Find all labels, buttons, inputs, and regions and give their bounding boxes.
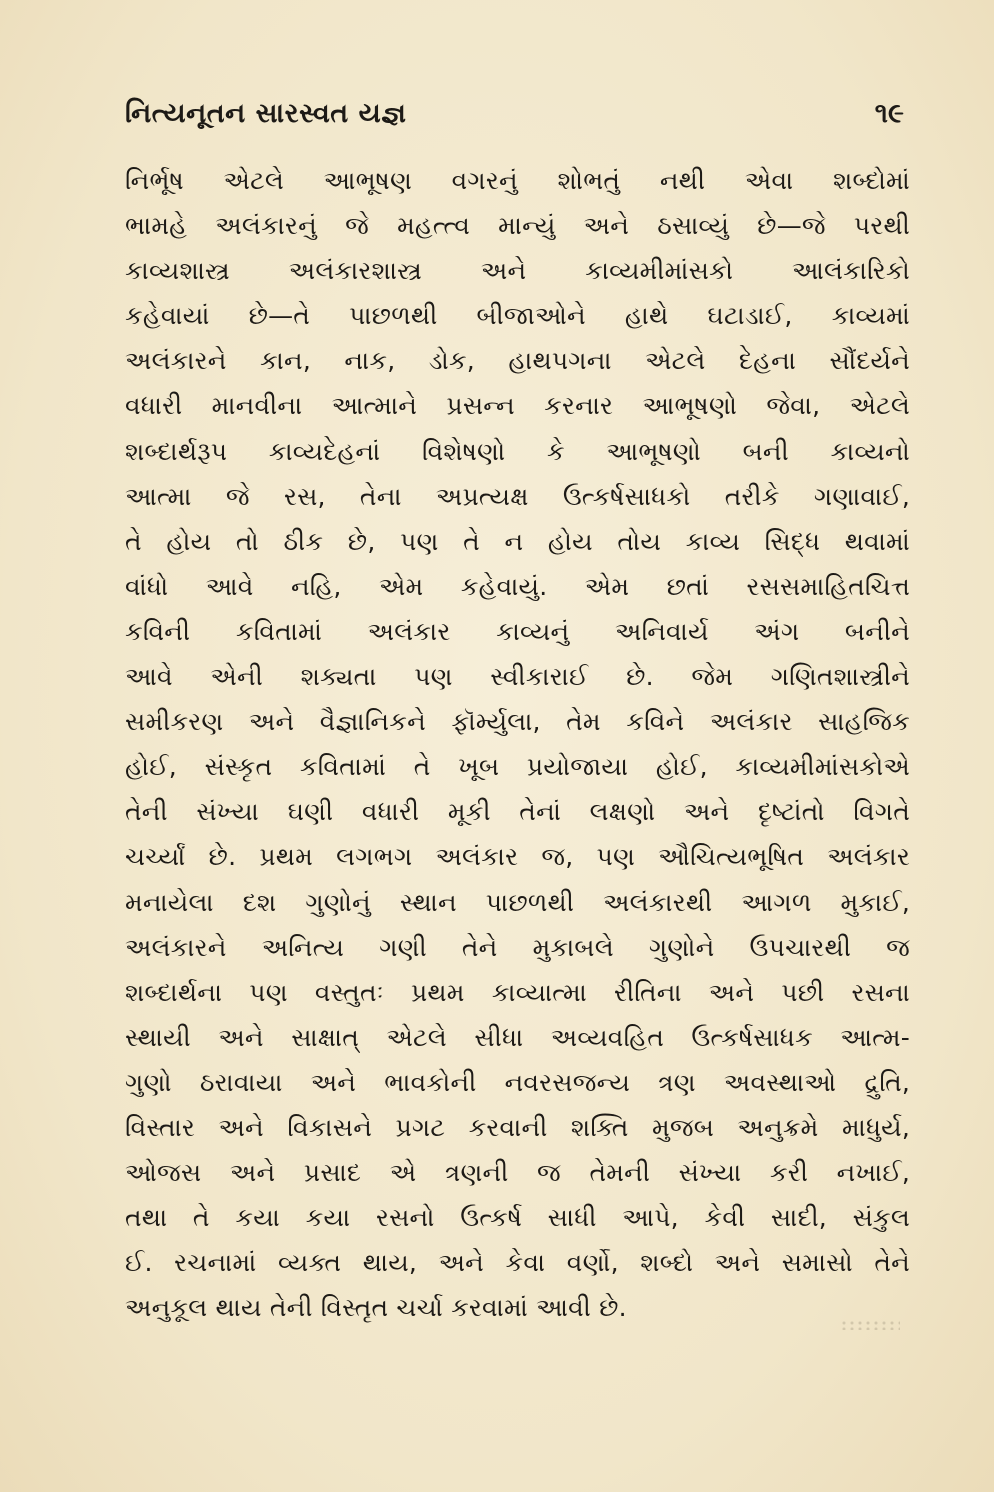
text-line: ભામહે અલંકારનું જે મહત્ત્વ માન્યું અને ઠસાવ્યું છે—જે પરથી	[125, 211, 910, 241]
text-line: કાવ્યશાસ્ત્ર અલંકારશાસ્ત્ર અને કાવ્યમીમાંસકો આલંકારિકો	[125, 256, 910, 286]
text-line: વિસ્તાર અને વિકાસને પ્રગટ કરવાની શક્તિ મુજબ અનુક્રમે માધુર્ય,	[125, 1112, 910, 1142]
text-line: મનાયેલા દશ ગુણોનું સ્થાન પાછળથી અલંકારથી આગળ મુકાઈ,	[125, 887, 910, 917]
page-header	[125, 98, 904, 138]
text-line: ઓજસ અને પ્રસાદ એ ત્રણની જ તેમની સંખ્યા કરી નખાઈ,	[125, 1158, 910, 1188]
text-line: વધારી માનવીના આત્માને પ્રસન્ન કરનાર આભૂષણો જેવા, એટલે	[125, 391, 910, 421]
text-line: અલંકારને અનિત્ય ગણી તેને મુકાબલે ગુણોને ઉપચારથી જ	[125, 932, 910, 962]
text-line: તે હોય તો ઠીક છે, પણ તે ન હોય તોય કાવ્ય સિદ્ધ થવામાં	[125, 526, 910, 556]
text-line: હોઈ, સંસ્કૃત કવિતામાં તે ખૂબ પ્રયોજાયા હોઈ, કાવ્યમીમાંસકોએ	[125, 752, 910, 782]
text-line: શબ્દાર્થરૂપ કાવ્યદેહનાં વિશેષણો કે આભૂષણો બની કાવ્યનો	[125, 436, 910, 466]
paper-speck	[840, 1320, 900, 1330]
text-line: તથા તે કયા કયા રસનો ઉત્કર્ષ સાધી આપે, કેવી સાદી, સંકુલ	[125, 1203, 910, 1233]
text-line: વાંધો આવે નહિ, એમ કહેવાયું. એમ છતાં રસસમાહિતચિત્ત	[125, 571, 910, 601]
text-line: ઈ. રચનામાં વ્યક્ત થાય, અને કેવા વર્ણો, શબ્દો અને સમાસો તેને	[125, 1248, 910, 1278]
text-line: તેની સંખ્યા ઘણી વધારી મૂકી તેનાં લક્ષણો અને દૃષ્ટાંતો વિગતે	[125, 797, 910, 827]
text-line: નિર્ભૂષ એટલે આભૂષણ વગરનું શોભતું નથી એવા શબ્દોમાં	[125, 166, 910, 195]
text-line: અલંકારને કાન, નાક, ડોક, હાથપગના એટલે દેહના સૌંદર્યને	[125, 346, 910, 376]
running-title: નિત્યનૂતન સારસ્વત યજ્ઞ	[125, 98, 407, 129]
text-line: અનુકૂલ થાય તેની વિસ્તૃત ચર્ચા કરવામાં આવી છે.	[125, 1293, 627, 1323]
text-line: સ્થાયી અને સાક્ષાત્ એટલે સીધા અવ્યવહિત ઉત્કર્ષસાધક આત્મ-	[125, 1022, 910, 1052]
body-paragraph	[125, 158, 910, 1330]
text-line: આત્મા જે રસ, તેના અપ્રત્યક્ષ ઉત્કર્ષસાધકો તરીકે ગણાવાઈ,	[125, 481, 910, 511]
page-number: ૧૯	[874, 98, 904, 129]
text-line: શબ્દાર્થના પણ વસ્તુતઃ પ્રથમ કાવ્યાત્મા રીતિના અને પછી રસના	[125, 977, 910, 1007]
text-line: ચર્ચ્યાં છે. પ્રથમ લગભગ અલંકાર જ, પણ ઔચિત્યભૂષિત અલંકાર	[125, 842, 910, 872]
text-line: કવિની કવિતામાં અલંકાર કાવ્યનું અનિવાર્ય અંગ બનીને	[125, 616, 910, 646]
text-line: આવે એની શક્યતા પણ સ્વીકારાઈ છે. જેમ ગણિતશાસ્ત્રીને	[125, 662, 910, 692]
text-line: ગુણો ઠરાવાયા અને ભાવકોની નવરસજન્ય ત્રણ અવસ્થાઓ દ્રુતિ,	[125, 1067, 910, 1097]
text-line: કહેવાયાં છે—તે પાછળથી બીજાઓને હાથે ઘટાડાઈ, કાવ્યમાં	[125, 301, 910, 331]
text-line: સમીકરણ અને વૈજ્ઞાનિકને ફૉર્મ્યુલા, તેમ કવિને અલંકાર સાહજિક	[125, 707, 910, 737]
